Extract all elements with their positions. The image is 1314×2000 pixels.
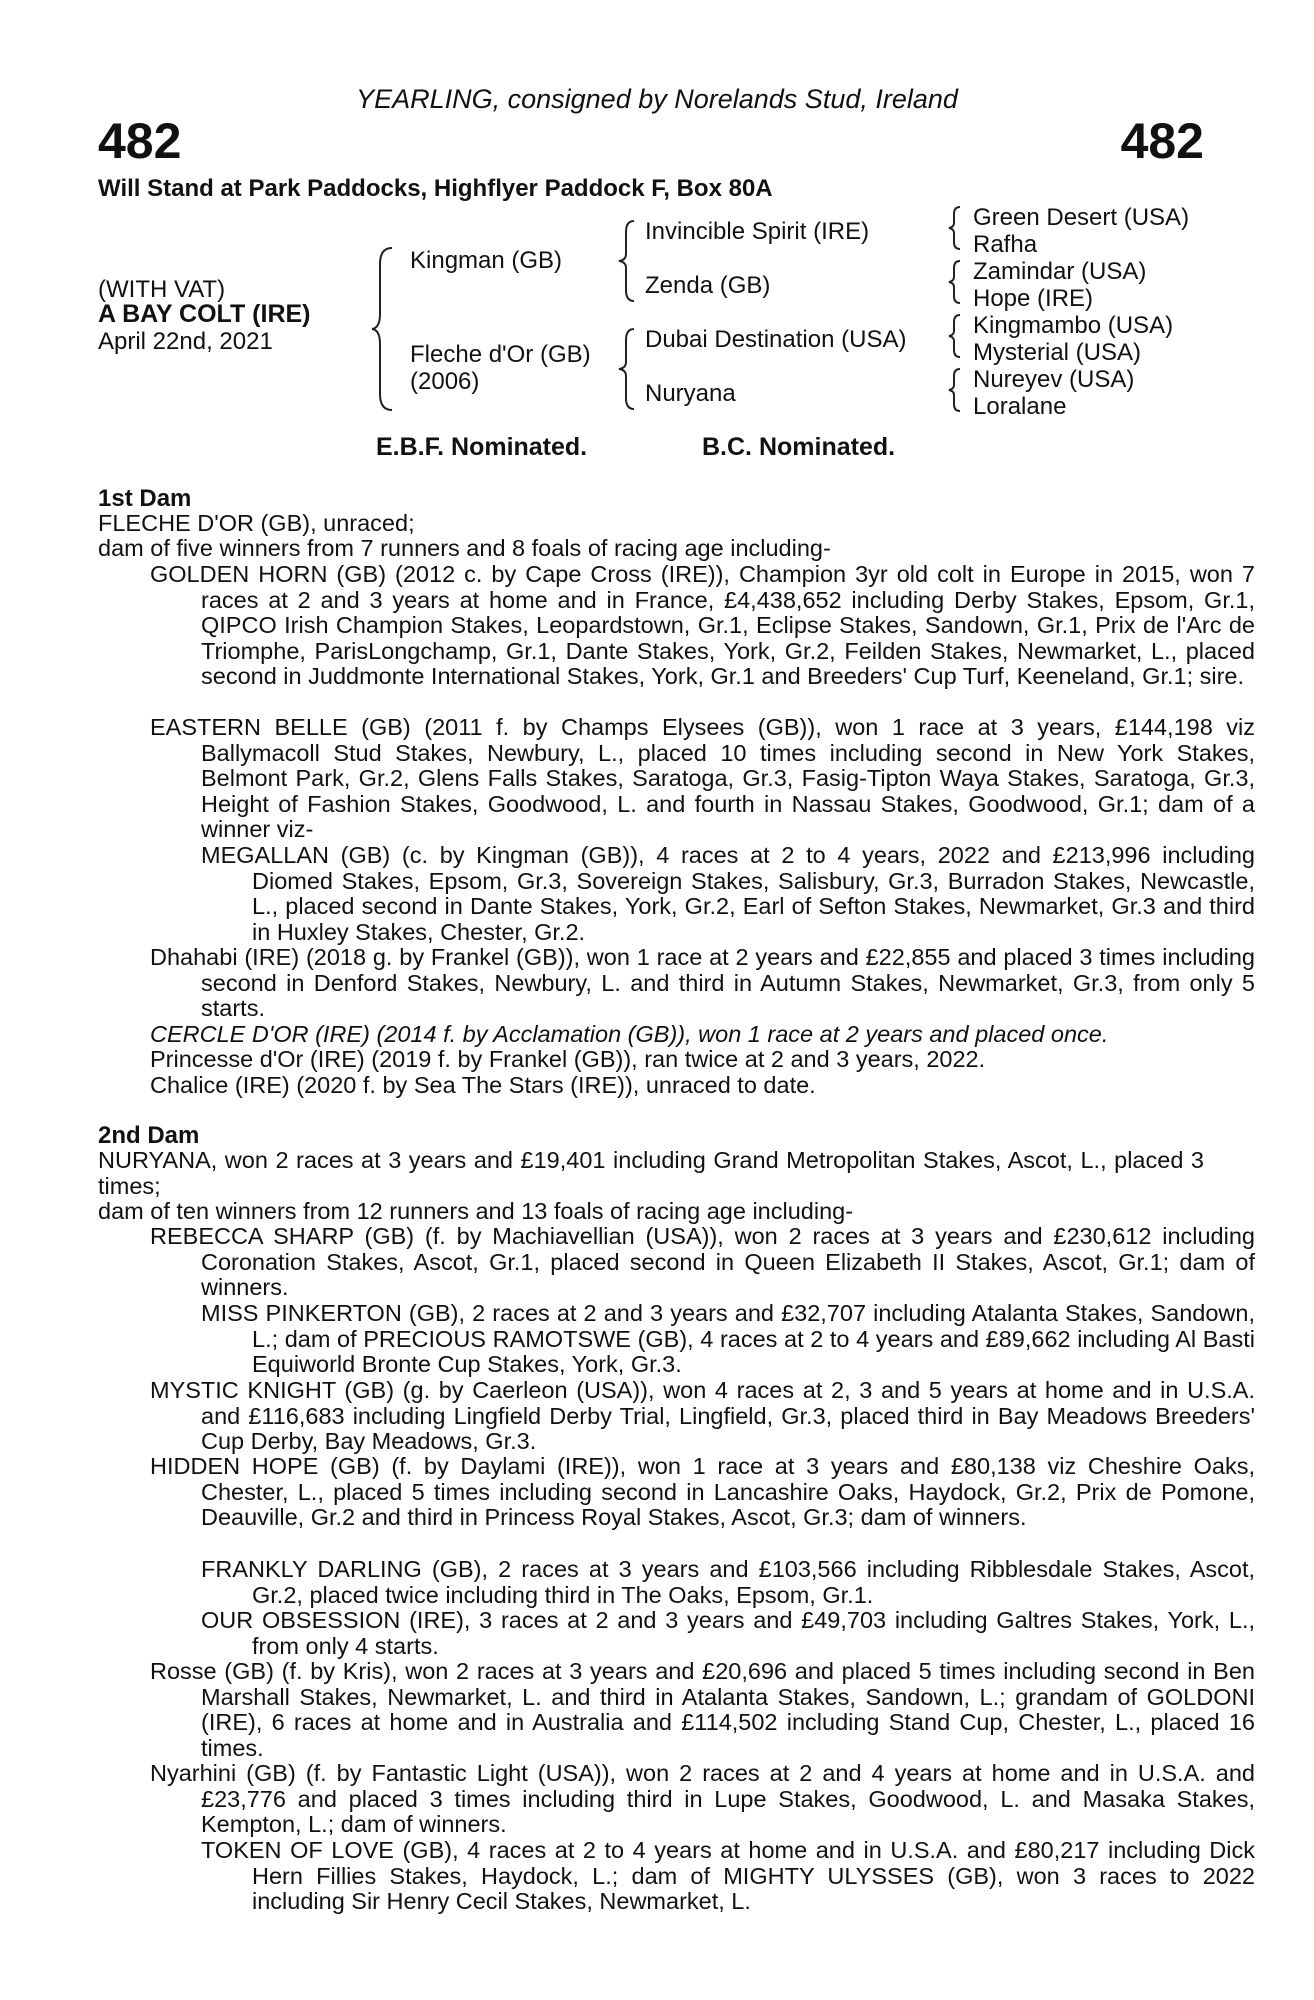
progeny-entry (150, 1659, 1255, 1761)
first-dam-heading: 1st Dam (98, 485, 192, 512)
progeny-text: Chalice (IRE) (2020 f. by Sea The Stars (IRE)), unraced to date. (150, 1072, 816, 1098)
sire-name: Kingman (GB) (410, 247, 563, 274)
brace-sire (616, 218, 640, 304)
progeny-entry (201, 843, 1255, 945)
foaling-date: April 22nd, 2021 (98, 328, 273, 355)
progeny-text: REBECCA SHARP (GB) (f. by Machiavellian (USA)), won 2 races at 3 years and £230,612 including Coronation Stakes, Ascot, Gr.1, placed second in Queen Elizabeth II Stakes, Ascot, Gr.1; dam of winners. (150, 1223, 1255, 1300)
first-dam-summary (98, 536, 1204, 562)
progeny-entry (150, 1224, 1255, 1301)
ancestor-3: Zamindar (USA) (973, 258, 1147, 285)
horse-name: A BAY COLT (IRE) (98, 300, 311, 328)
lot-number-right: 482 (1120, 113, 1204, 169)
sire-sire: Invincible Spirit (IRE) (645, 218, 870, 245)
second-dam-heading: 2nd Dam (98, 1122, 200, 1149)
lot-number-left: 482 (98, 113, 182, 169)
dam-dam: Nuryana (645, 380, 736, 407)
first-dam-summary-text: dam of five winners from 7 runners and 8 foals of racing age including- (98, 535, 831, 561)
progeny-text: OUR OBSESSION (IRE), 3 races at 2 and 3 years and £49,703 including Galtres Stakes, York, L., from only 4 starts. (201, 1607, 1255, 1659)
progeny-text: MISS PINKERTON (GB), 2 races at 2 and 3 years and £32,707 including Atalanta Stakes, Sandown, L.; dam of PRECIOUS RAMOTSWE (GB), 4 races at 2 to 4 years and £89,662 including Al Basti Equiworld Bronte Cup Stakes, York, Gr.3. (201, 1300, 1255, 1377)
progeny-text: Nyarhini (GB) (f. by Fantastic Light (USA)), won 2 races at 2 and 4 years at home and in U.S.A. and £23,776 and placed 3 times including third in Lupe Stakes, Goodwood, L. and Masaka Stakes, Kempton, L.; dam of winners. (150, 1760, 1255, 1837)
second-dam-text: NURYANA, won 2 races at 3 years and £19,401 including Grand Metropolitan Stakes, Ascot, L., placed 3 times; (98, 1147, 1204, 1199)
dam-name: Fleche d'Or (GB) (410, 341, 591, 368)
progeny-text: Rosse (GB) (f. by Kris), won 2 races at 3 years and £20,696 and placed 5 times including second in Ben Marshall Stakes, Newmarket, L. and third in Atalanta Stakes, Sandown, L.; grandam of GOLDONI (IRE), 6 races at home and in Australia and £114,502 including Stand Cup, Chester, L., placed 16 times. (150, 1658, 1255, 1761)
progeny-entry (150, 1454, 1255, 1531)
progeny-text: Dhahabi (IRE) (2018 g. by Frankel (GB)), won 1 race at 2 years and £22,855 and placed 3 times including second in Denford Stakes, Newbury, L. and third in Autumn Stakes, Newmarket, Gr.3, from only 5 starts. (150, 944, 1255, 1021)
progeny-text: Princesse d'Or (IRE) (2019 f. by Frankel (GB)), ran twice at 2 and 3 years, 2022. (150, 1046, 986, 1072)
progeny-text: EASTERN BELLE (GB) (2011 f. by Champs Elysees (GB)), won 1 race at 3 years, £144,198 viz Ballymacoll Stud Stakes, Newbury, L., placed 10 times including second in New York Stakes, Belmont Park, Gr.2, Glens Falls Stakes, Saratoga, Gr.3, Fasig-Tipton Waya Stakes, Saratoga, Gr.3, Height of Fashion Stakes, Goodwood, L. and fourth in Nassau Stakes, Goodwood, Gr.1; dam of a winner viz- (150, 714, 1255, 842)
sire-dam: Zenda (GB) (645, 272, 771, 299)
progeny-entry (201, 1301, 1255, 1378)
progeny-entry (150, 1761, 1255, 1838)
progeny-text: HIDDEN HOPE (GB) (f. by Daylami (IRE)), won 1 race at 3 years and £80,138 viz Cheshire Oaks, Chester, L., placed 5 times including second in Lancashire Oaks, Haydock, Gr.2, Prix de Pomone, Deauville, Gr.2 and third in Princess Royal Stakes, Ascot, Gr.3; dam of winners. (150, 1453, 1255, 1530)
progeny-text: MEGALLAN (GB) (c. by Kingman (GB)), 4 races at 2 to 4 years, 2022 and £213,996 including Diomed Stakes, Epsom, Gr.3, Sovereign Stakes, Salisbury, Gr.3, Burradon Stakes, Newcastle, L., placed second in Dante Stakes, York, Gr.2, Earl of Sefton Stakes, Newmarket, Gr.3 and third in Huxley Stakes, Chester, Gr.2. (201, 842, 1255, 945)
stand-location: Will Stand at Park Paddocks, Highflyer Paddock F, Box 80A (98, 175, 773, 202)
progeny-text: MYSTIC KNIGHT (GB) (g. by Caerleon (USA)), won 4 races at 2, 3 and 5 years at home and in U.S.A. and £116,683 including Lingfield Derby Trial, Lingfield, Gr.3, placed third in Bay Meadows Breeders' Cup Derby, Bay Meadows, Gr.3. (150, 1377, 1255, 1454)
brace-main (370, 244, 400, 414)
dam-year: (2006) (410, 368, 480, 395)
second-dam-summary (98, 1199, 1204, 1225)
consignment-line: YEARLING, consigned by Norelands Stud, Ireland (356, 84, 958, 114)
progeny-text: FRANKLY DARLING (GB), 2 races at 3 years and £103,566 including Ribblesdale Stakes, Ascot, Gr.2, placed twice including third in The Oaks, Epsom, Gr.1. (201, 1556, 1255, 1608)
first-dam-line (98, 511, 1204, 537)
ancestor-4: Hope (IRE) (973, 285, 1094, 312)
brace-dam (616, 326, 640, 412)
bc-nominated: B.C. Nominated. (702, 433, 896, 461)
vat-note: (WITH VAT) (98, 276, 226, 303)
progeny-entry (201, 1608, 1255, 1659)
second-dam-summary-text: dam of ten winners from 12 runners and 13 foals of racing age including- (98, 1198, 854, 1224)
progeny-entry (150, 1047, 1204, 1073)
progeny-entry (150, 1073, 1204, 1099)
progeny-entry (150, 715, 1255, 843)
ancestor-2: Rafha (973, 231, 1038, 258)
second-dam-line (98, 1148, 1204, 1199)
progeny-entry (201, 1557, 1255, 1608)
ancestor-8: Loralane (973, 393, 1067, 420)
ancestor-6: Mysterial (USA) (973, 339, 1142, 366)
progeny-entry (150, 1378, 1255, 1455)
brace-grandparents (946, 204, 966, 424)
first-dam-text: FLECHE D'OR (GB), unraced; (98, 510, 415, 536)
progeny-entry (150, 1022, 1204, 1048)
progeny-entry (201, 1838, 1255, 1915)
progeny-text: GOLDEN HORN (GB) (2012 c. by Cape Cross (IRE)), Champion 3yr old colt in Europe in 2015, won 7 races at 2 and 3 years at home and in France, £4,438,652 including Derby Stakes, Epsom, Gr.1, QIPCO Irish Champion Stakes, Leopardstown, Gr.1, Eclipse Stakes, Sandown, Gr.1, Prix de l'Arc de Triomphe, ParisLongchamp, Gr.1, Dante Stakes, York, Gr.2, Feilden Stakes, Newmarket, L., placed second in Juddmonte International Stakes, York, Gr.1 and Breeders' Cup Turf, Keeneland, Gr.1; sire. (150, 561, 1255, 689)
ancestor-1: Green Desert (USA) (973, 204, 1190, 231)
dam-sire: Dubai Destination (USA) (645, 326, 907, 353)
ancestor-5: Kingmambo (USA) (973, 312, 1174, 339)
progeny-entry (150, 945, 1255, 1022)
ebf-nominated: E.B.F. Nominated. (376, 433, 588, 461)
ancestor-7: Nureyev (USA) (973, 366, 1135, 393)
progeny-text: TOKEN OF LOVE (GB), 4 races at 2 to 4 years at home and in U.S.A. and £80,217 including Dick Hern Fillies Stakes, Haydock, L.; dam of MIGHTY ULYSSES (GB), won 3 races to 2022 including Sir Henry Cecil Stakes, Newmarket, L. (201, 1837, 1255, 1914)
progeny-entry (150, 562, 1255, 690)
progeny-text: CERCLE D'OR (IRE) (2014 f. by Acclamation (GB)), won 1 race at 2 years and placed once. (150, 1021, 1109, 1047)
